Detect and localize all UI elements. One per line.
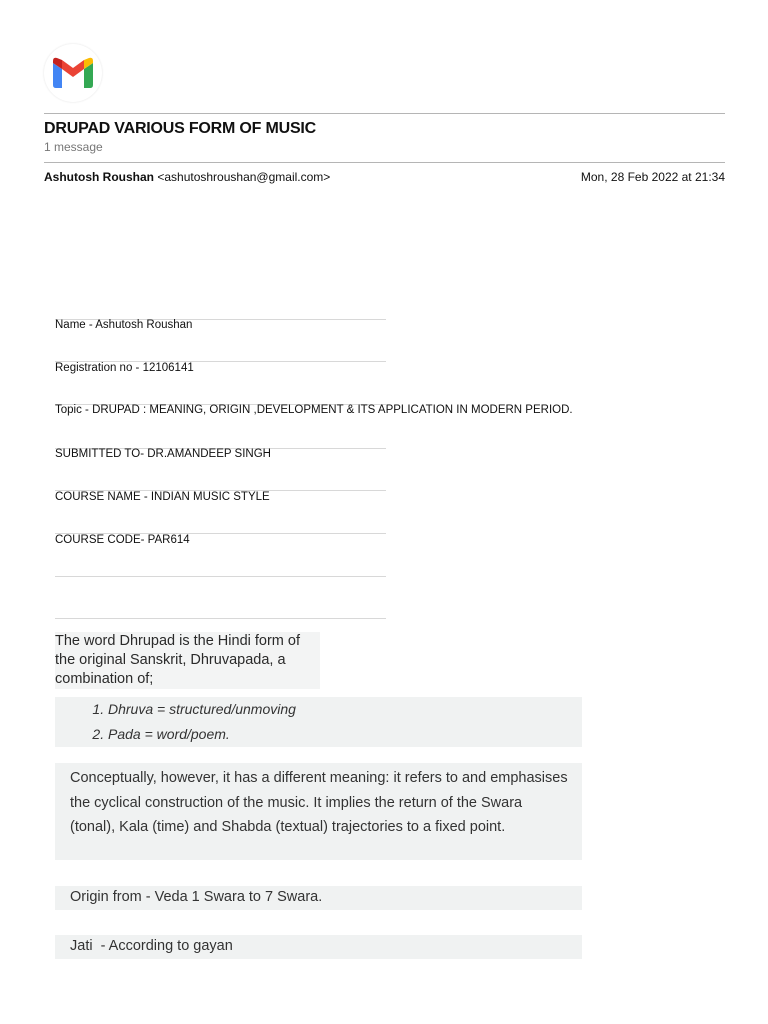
- sender-name: Ashutosh Roushan: [44, 170, 154, 184]
- form-line-name: Name - Ashutosh Roushan: [55, 319, 193, 331]
- origin-box: [55, 886, 582, 910]
- gmail-m-icon: [53, 57, 93, 89]
- form-divider: [55, 618, 386, 619]
- list-item: 1. Dhruva = structured/unmoving: [108, 697, 296, 722]
- email-date: Mon, 28 Feb 2022 at 21:34: [580, 170, 725, 184]
- intro-paragraph: The word Dhrupad is the Hindi form of the original Sanskrit, Dhruvapada, a combination of;: [55, 632, 320, 689]
- definition-list-box: [55, 697, 582, 747]
- form-line-topic: Topic - DRUPAD : MEANING, ORIGIN ,DEVELOPMENT & ITS APPLICATION IN MODERN PERIOD.: [55, 404, 573, 416]
- jati-text: Jati - According to gayan: [70, 938, 233, 954]
- email-subject: DRUPAD VARIOUS FORM OF MUSIC: [44, 120, 317, 137]
- jati-box: [55, 935, 582, 959]
- concept-paragraph: Conceptually, however, it has a different meaning: it refers to and emphasises the cyclical construction of the music. It implies the return of the Swara (tonal), Kala (time) and Shabda (textual) trajectories to a fixed point.: [70, 770, 568, 835]
- header-divider: [44, 113, 725, 114]
- form-line-course-code: COURSE CODE- PAR614: [55, 534, 190, 546]
- origin-text: Origin from - Veda 1 Swara to 7 Swara.: [70, 889, 323, 905]
- form-divider: [55, 576, 386, 577]
- form-line-registration: Registration no - 12106141: [55, 362, 194, 374]
- sender-email: <ashutoshroushan@gmail.com>: [157, 170, 331, 184]
- message-count: 1 message: [44, 140, 103, 154]
- sender-line: [44, 170, 330, 184]
- form-line-submitted-to: SUBMITTED TO- DR.AMANDEEP SINGH: [55, 448, 271, 460]
- gmail-logo: [44, 44, 102, 102]
- form-line-course-name: COURSE NAME - INDIAN MUSIC STYLE: [55, 491, 270, 503]
- concept-paragraph-box: [55, 763, 582, 860]
- definition-list: [55, 697, 296, 747]
- list-item: 2. Pada = word/poem.: [108, 722, 296, 747]
- thread-divider: [44, 162, 725, 163]
